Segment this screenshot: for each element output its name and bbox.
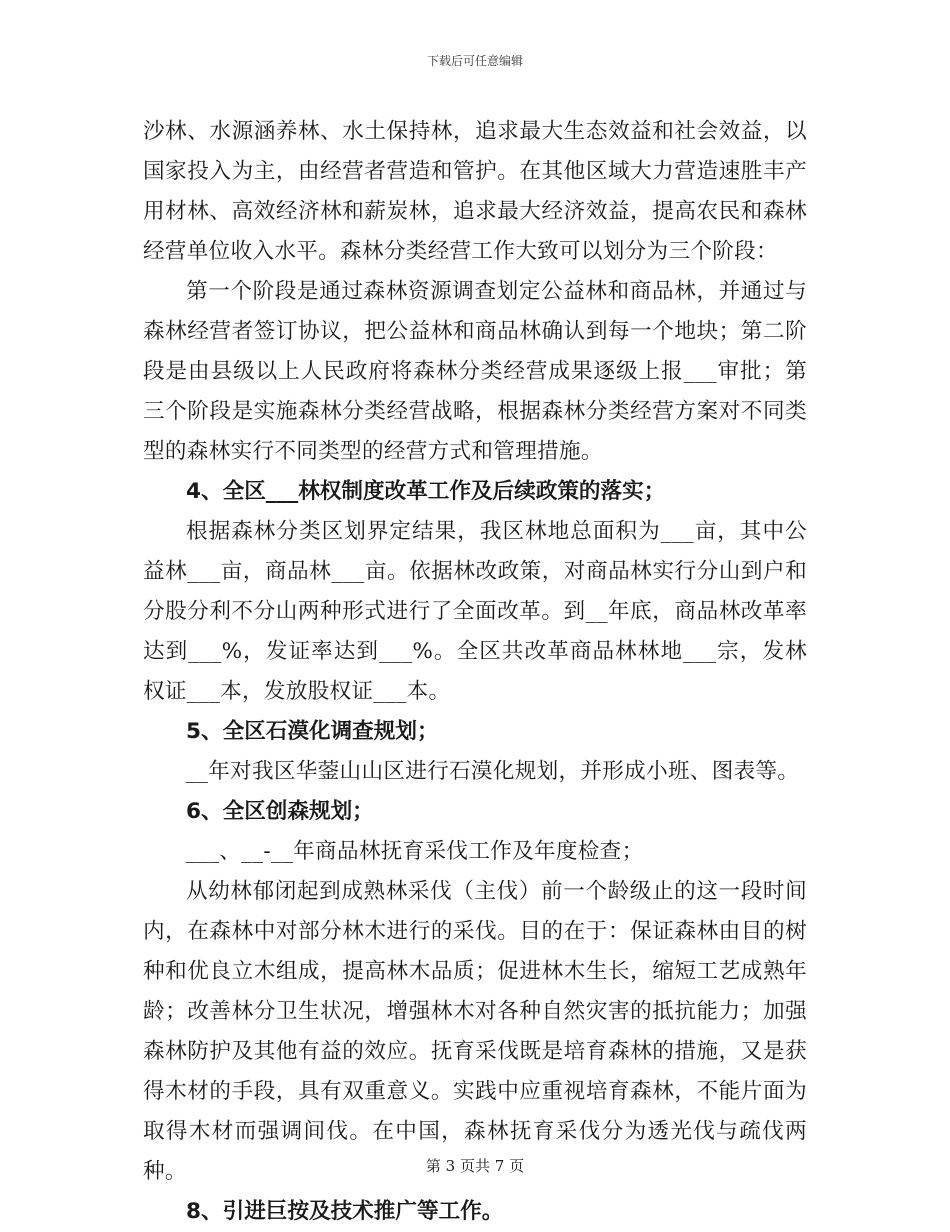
paragraph-continuation: 沙林、水源涵养林、水土保持林，追求最大生态效益和社会效益，以国家投入为主，由经营者营造和管护。在其他区域大力营造速胜丰产用材林、高效经济林和薪炭林，追求最大经济效益，提高农民和森林经营单位收入水平。森林分类经营工作大致可以划分为三个阶段： [143,119,807,264]
paragraph-desertification: __年对我区华蓥山山区进行石漠化规划，并形成小班、图表等。 [186,759,800,784]
section-heading-4: 4、全区___林权制度改革工作及后续政策的落实； [186,479,666,504]
page-number: 第 3 页共 7 页 [425,1157,525,1175]
paragraph-thinning-title: ___、__-__年商品林抚育采伐工作及年度检查； [186,839,644,864]
section-heading-5: 5、全区石漠化调查规划； [186,719,439,744]
document-body [143,112,807,1232]
paragraph-forest-reform: 根据森林分类区划界定结果，我区林地总面积为___亩，其中公益林___亩，商品林___亩。依据林改政策，对商品林实行分山到户和分股分利不分山两种形式进行了全面改革。到__年底，商品林改革率达到___%，发证率达到___%。全区共改革商品林林地___宗，发林权证___本，发放股权证___本。 [143,519,807,704]
section-heading-6: 6、全区创森规划； [186,799,374,824]
paragraph-stages: 第一个阶段是通过森林资源调查划定公益林和商品林，并通过与森林经营者签订协议，把公益林和商品林确认到每一个地块；第二阶段是由县级以上人民政府将森林分类经营成果逐级上报___审批；第三个阶段是实施森林分类经营战略，根据森林分类经营方案对不同类型的森林实行不同类型的经营方式和管理措施。 [143,279,807,464]
paragraph-thinning-detail: 从幼林郁闭起到成熟林采伐（主伐）前一个龄级止的这一段时间内，在森林中对部分林木进行的采伐。目的在于：保证森林由目的树种和优良立木组成，提高林木品质；促进林木生长，缩短工艺成熟年龄；改善林分卫生状况，增强林木对各种自然灾害的抵抗能力；加强森林防护及其他有益的效应。抚育采伐既是培育森林的措施，又是获得木材的手段，具有双重意义。实践中应重视培育森林，不能片面为取得木材而强调间伐。在中国，森林抚育采伐分为透光伐与疏伐两种。 [143,879,807,1184]
section-heading-8: 8、引进巨按及技术推广等工作。 [186,1199,504,1224]
page-header: 下载后可任意编辑 [426,54,523,68]
